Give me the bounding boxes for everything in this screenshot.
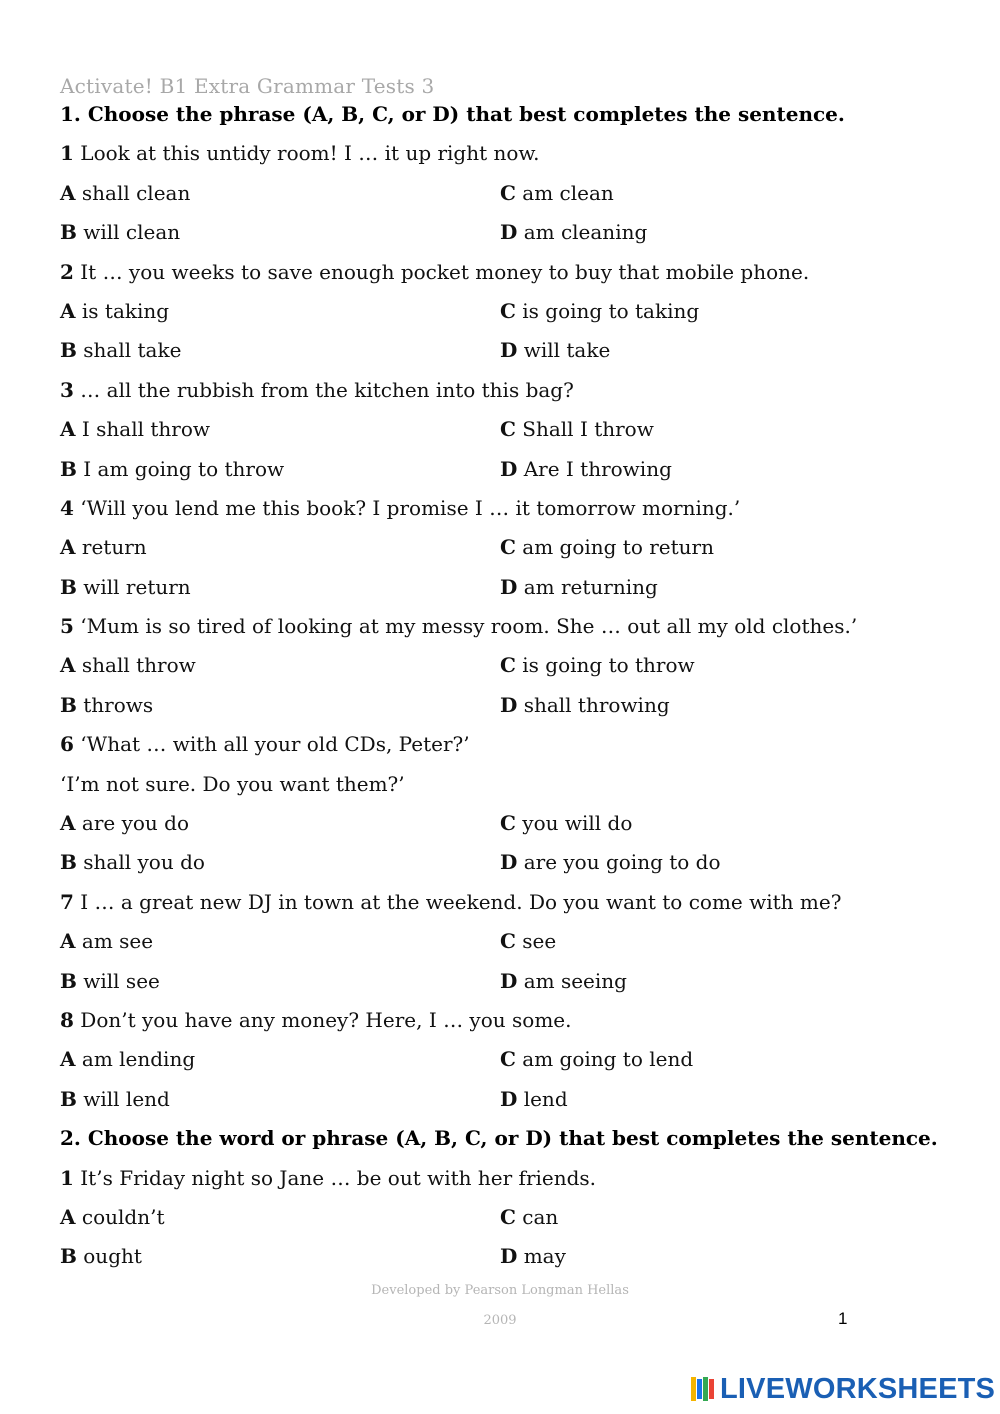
question-2-1: 1 It’s Friday night so Jane … be out with her friends. xyxy=(60,1165,597,1190)
options-row xyxy=(60,809,940,848)
option-a[interactable]: A is taking xyxy=(60,298,170,323)
options-row xyxy=(60,1203,940,1242)
question-1-8: 8 Don’t you have any money? Here, I … you some. xyxy=(60,1007,572,1032)
option-b[interactable]: B throws xyxy=(60,692,154,717)
question-1-6: 6 ‘What … with all your old CDs, Peter?’ xyxy=(60,732,470,757)
option-c[interactable]: C is going to taking xyxy=(500,298,700,323)
section-1-title: 1. Choose the phrase (A, B, C, or D) that best completes the sentence. xyxy=(60,102,845,126)
options-row xyxy=(60,179,940,218)
question-1-4: 4 ‘Will you lend me this book? I promise I … it tomorrow morning.’ xyxy=(60,495,741,520)
option-b[interactable]: B I am going to throw xyxy=(60,456,285,481)
option-a[interactable]: A am see xyxy=(60,929,154,954)
question-1-6-reply: ‘I’m not sure. Do you want them?’ xyxy=(60,771,405,796)
option-d[interactable]: D are you going to do xyxy=(500,850,721,875)
options-row xyxy=(60,336,940,375)
question-1-2: 2 It … you weeks to save enough pocket money to buy that mobile phone. xyxy=(60,259,810,284)
option-c[interactable]: C am going to lend xyxy=(500,1047,694,1072)
options-row xyxy=(60,415,940,454)
document-title: Activate! B1 Extra Grammar Tests 3 xyxy=(60,74,435,98)
question-1-3: 3 … all the rubbish from the kitchen into this bag? xyxy=(60,377,574,402)
option-b[interactable]: B will clean xyxy=(60,220,181,245)
options-row xyxy=(60,1085,940,1124)
option-c[interactable]: C can xyxy=(500,1204,559,1229)
page-number: 1 xyxy=(838,1309,848,1328)
option-a[interactable]: A are you do xyxy=(60,811,189,836)
footer-developer-credit: Developed by Pearson Longman Hellas xyxy=(371,1283,629,1298)
option-b[interactable]: B will lend xyxy=(60,1086,170,1111)
option-c[interactable]: C see xyxy=(500,929,557,954)
option-d[interactable]: D will take xyxy=(500,338,611,363)
option-d[interactable]: D Are I throwing xyxy=(500,456,672,481)
options-row xyxy=(60,691,940,730)
option-d[interactable]: D may xyxy=(500,1244,566,1269)
option-a[interactable]: A shall clean xyxy=(60,180,191,205)
options-row xyxy=(60,573,940,612)
options-row xyxy=(60,1242,940,1281)
options-row xyxy=(60,651,940,690)
option-d[interactable]: D shall throwing xyxy=(500,692,670,717)
option-b[interactable]: B shall you do xyxy=(60,850,205,875)
option-c[interactable]: C am clean xyxy=(500,180,614,205)
liveworksheets-brand[interactable] xyxy=(690,1374,995,1404)
options-row xyxy=(60,533,940,572)
question-1-5: 5 ‘Mum is so tired of looking at my messy room. She … out all my old clothes.’ xyxy=(60,614,858,639)
option-b[interactable]: B shall take xyxy=(60,338,182,363)
option-c[interactable]: C am going to return xyxy=(500,535,714,560)
option-a[interactable]: A couldn’t xyxy=(60,1204,165,1229)
option-a[interactable]: A return xyxy=(60,535,147,560)
question-1-7: 7 I … a great new DJ in town at the weekend. Do you want to come with me? xyxy=(60,889,842,914)
options-row xyxy=(60,218,940,257)
option-b[interactable]: B will return xyxy=(60,574,191,599)
liveworksheets-wordmark: LIVEWORKSHEETS xyxy=(720,1372,996,1405)
options-row xyxy=(60,297,940,336)
option-d[interactable]: D am cleaning xyxy=(500,220,648,245)
option-a[interactable]: A I shall throw xyxy=(60,417,211,442)
option-c[interactable]: C Shall I throw xyxy=(500,417,654,442)
option-a[interactable]: A shall throw xyxy=(60,653,196,678)
option-b[interactable]: B ought xyxy=(60,1244,142,1269)
option-a[interactable]: A am lending xyxy=(60,1047,196,1072)
options-row xyxy=(60,967,940,1006)
section-2-title: 2. Choose the word or phrase (A, B, C, or D) that best completes the sentence. xyxy=(60,1126,938,1151)
option-d[interactable]: D am seeing xyxy=(500,968,627,993)
liveworksheets-logo-icon xyxy=(690,1376,716,1402)
worksheet-content xyxy=(60,100,940,1282)
options-row xyxy=(60,1045,940,1084)
question-1-1: 1 Look at this untidy room! I … it up right now. xyxy=(60,141,540,166)
option-c[interactable]: C is going to throw xyxy=(500,653,695,678)
option-c[interactable]: C you will do xyxy=(500,811,633,836)
option-b[interactable]: B will see xyxy=(60,968,160,993)
options-row xyxy=(60,848,940,887)
option-d[interactable]: D am returning xyxy=(500,574,658,599)
footer-year: 2009 xyxy=(483,1313,517,1328)
options-row xyxy=(60,927,940,966)
options-row xyxy=(60,455,940,494)
option-d[interactable]: D lend xyxy=(500,1086,568,1111)
